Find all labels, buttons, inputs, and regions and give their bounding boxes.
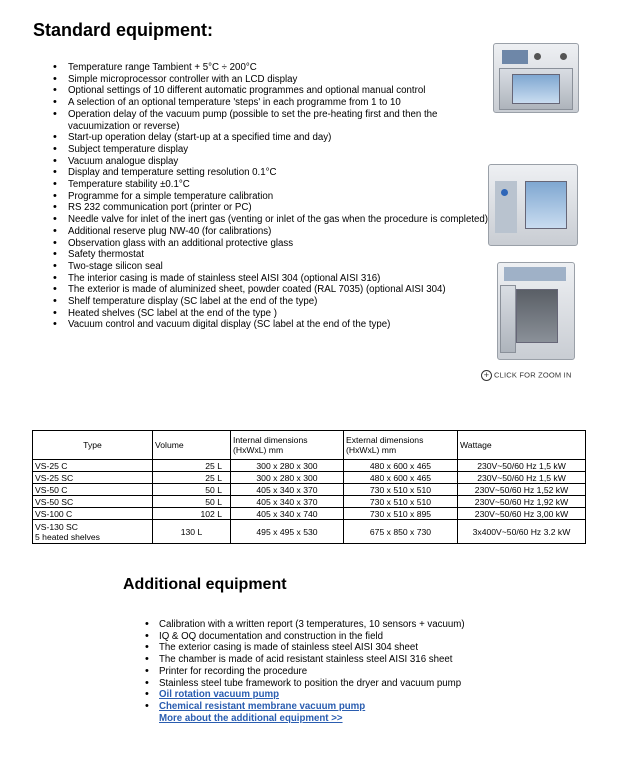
list-item: • IQ & OQ documentation and construction in the field [159, 631, 579, 643]
vacuum-dryer-photo-small[interactable] [493, 43, 579, 113]
list-item: • The exterior casing is made of stainless steel AISI 304 sheet [159, 642, 579, 654]
list-item: • Start-up operation delay (start-up at a specified time and day) [68, 132, 493, 144]
list-item: • Programme for a simple temperature calibration [68, 191, 493, 203]
list-item: • Safety thermostat [68, 249, 493, 261]
list-item: • Operation delay of the vacuum pump (possible to set the pre-heating first and then the vacuumization or reverse) [68, 109, 493, 132]
list-item: • Two-stage silicon seal [68, 261, 493, 273]
list-item: • The exterior is made of aluminized sheet, powder coated (RAL 7035) (optional AISI 304) [68, 284, 493, 296]
vacuum-dryer-photo-large[interactable] [497, 262, 575, 360]
list-item [159, 689, 579, 701]
list-item: • Subject temperature display [68, 144, 493, 156]
list-item: • Optional settings of 10 different automatic programmes and optional manual control [68, 85, 493, 97]
list-item [159, 713, 579, 725]
vacuum-dryer-photo-medium[interactable] [488, 164, 578, 246]
table-row: VS-50 SC 50 L 405 x 340 x 370 730 x 510 x 510 230V~50/60 Hz 1,92 kW [33, 496, 586, 508]
list-item: • Calibration with a written report (3 temperatures, 10 sensors + vacuum) [159, 619, 579, 631]
table-row: VS-25 SC 25 L 300 x 280 x 300 480 x 600 x 465 230V~50/60 Hz 1,5 kW [33, 472, 586, 484]
list-item: • Needle valve for inlet of the inert gas (venting or inlet of the gas when the procedure is completed) [68, 214, 493, 226]
additional-equipment-heading: Additional equipment [123, 576, 287, 593]
additional-equipment-list [144, 619, 579, 724]
specifications-table [32, 430, 586, 544]
column-header-wattage: Wattage [458, 431, 586, 460]
list-item: • Observation glass with an additional protective glass [68, 238, 493, 250]
list-item: • Vacuum control and vacuum digital display (SC label at the end of the type) [68, 319, 493, 331]
zoom-link[interactable]: + CLICK FOR ZOOM IN [481, 370, 572, 381]
list-item: • The interior casing is made of stainless steel AISI 304 (optional AISI 316) [68, 273, 493, 285]
more-equipment-link[interactable]: More about the additional equipment >> [159, 712, 343, 724]
list-item: • RS 232 communication port (printer or PC) [68, 202, 493, 214]
column-header-volume: Volume [153, 431, 231, 460]
table-row: VS-25 C 25 L 300 x 280 x 300 480 x 600 x 465 230V~50/60 Hz 1,5 kW [33, 460, 586, 472]
list-item: • A selection of an optional temperature 'steps' in each programme from 1 to 10 [68, 97, 493, 109]
list-item: • Additional reserve plug NW-40 (for calibrations) [68, 226, 493, 238]
table-header-row [33, 431, 586, 460]
list-item: • Temperature range Tambient + 5°C ÷ 200°C [68, 62, 493, 74]
table-row: VS-100 C 102 L 405 x 340 x 740 730 x 510 x 895 230V~50/60 Hz 3,00 kW [33, 508, 586, 520]
column-header-internal: Internal dimensions (HxWxL) mm [231, 431, 344, 460]
list-item: • Stainless steel tube framework to position the dryer and vacuum pump [159, 678, 579, 690]
membrane-pump-link[interactable]: Chemical resistant membrane vacuum pump [159, 700, 366, 712]
standard-equipment-heading: Standard equipment: [33, 20, 214, 40]
column-header-external: External dimensions (HxWxL) mm [344, 431, 458, 460]
list-item: • Vacuum analogue display [68, 156, 493, 168]
table-row: VS-50 C 50 L 405 x 340 x 370 730 x 510 x 510 230V~50/60 Hz 1,52 kW [33, 484, 586, 496]
standard-equipment-list [48, 62, 493, 331]
list-item: • Printer for recording the procedure [159, 666, 579, 678]
column-header-type: Type [33, 431, 153, 460]
oil-rotation-pump-link[interactable]: Oil rotation vacuum pump [159, 689, 280, 701]
list-item: • Temperature stability ±0.1°C [68, 179, 493, 191]
list-item: • Heated shelves (SC label at the end of the type ) [68, 308, 493, 320]
list-item: • The chamber is made of acid resistant stainless steel AISI 316 sheet [159, 654, 579, 666]
zoom-plus-icon: + [481, 370, 492, 381]
list-item [159, 701, 579, 713]
list-item: • Display and temperature setting resolution 0.1°C [68, 167, 493, 179]
list-item: • Shelf temperature display (SC label at the end of the type) [68, 296, 493, 308]
list-item: • Simple microprocessor controller with an LCD display [68, 74, 493, 86]
table-row: VS-130 SC 5 heated shelves 130 L 495 x 495 x 530 675 x 850 x 730 3x400V~50/60 Hz 3.2 kW [33, 520, 586, 544]
